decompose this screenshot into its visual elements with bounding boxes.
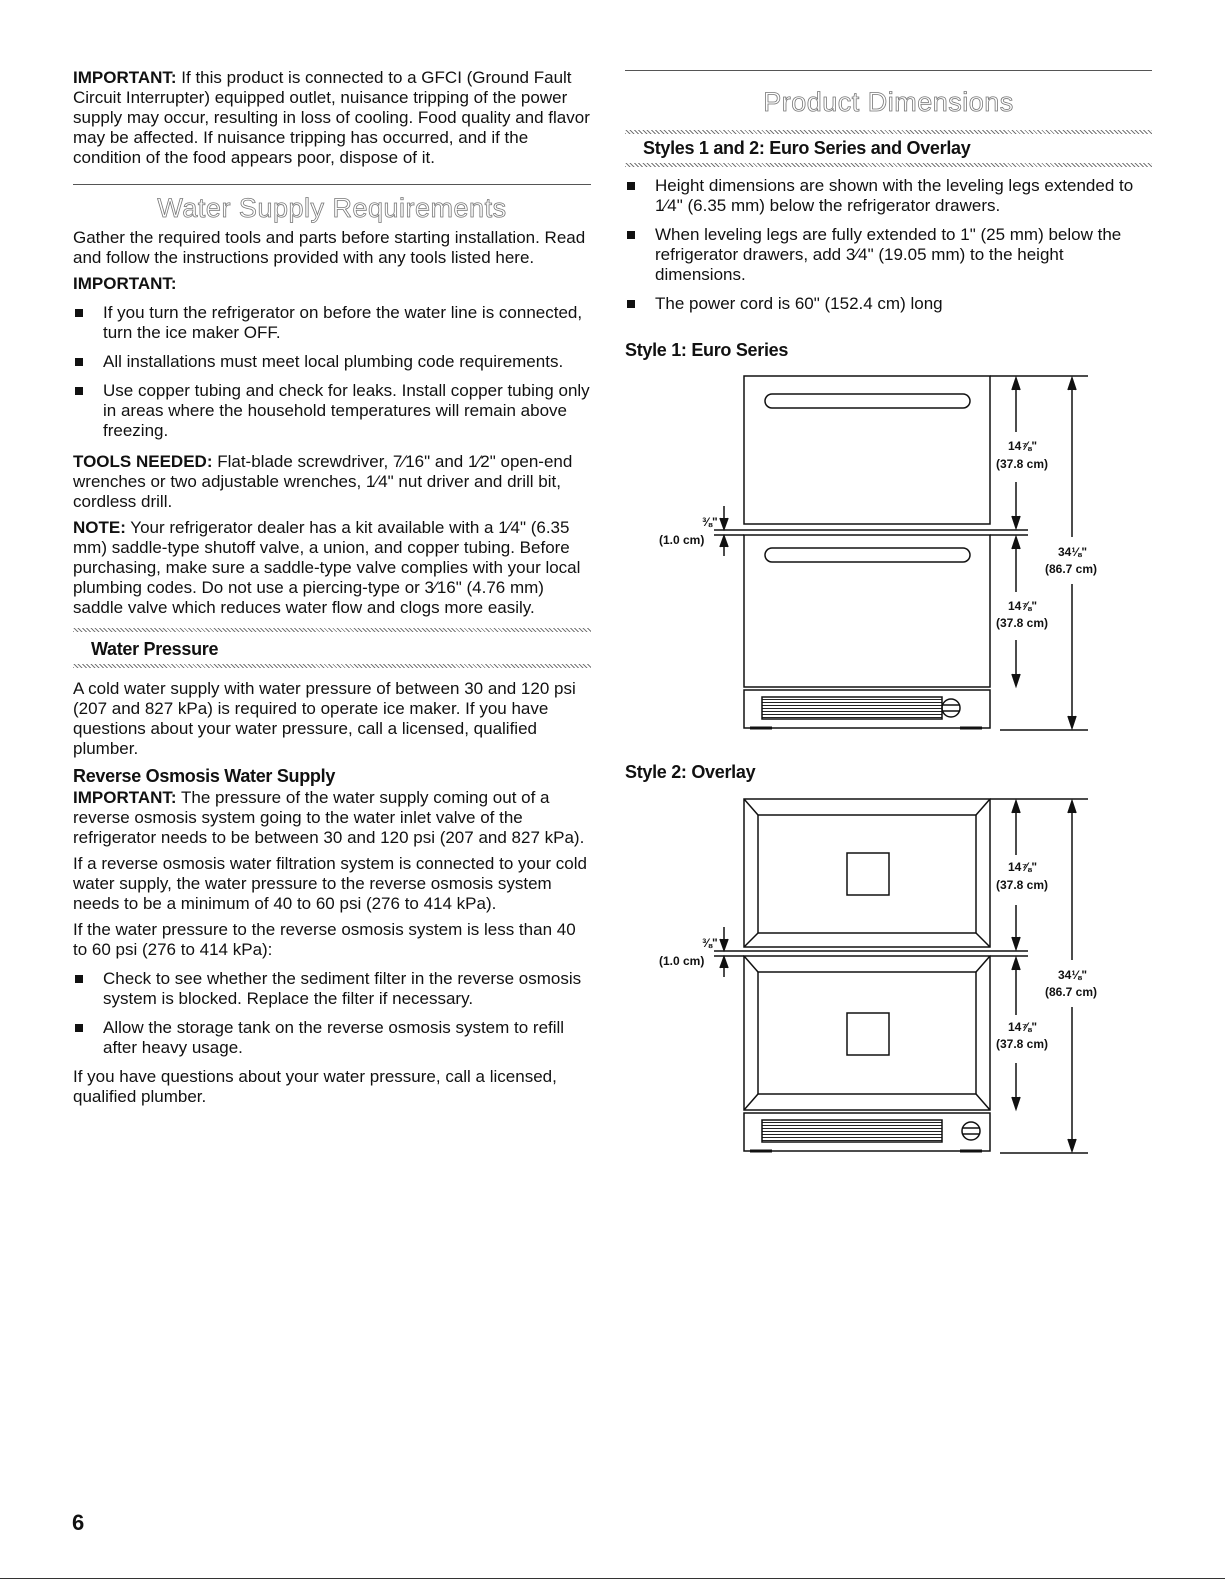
dimension-label: (1.0 cm) [659, 533, 705, 547]
gfci-label: IMPORTANT: [73, 68, 177, 87]
list-item: Allow the storage tank on the reverse osmosis system to refill after heavy usage. [73, 1018, 591, 1058]
dimension-label: 34⅛" [1058, 545, 1088, 559]
logo-icon [962, 1122, 980, 1140]
style2-title: Style 2: Overlay [625, 762, 756, 782]
divider [625, 70, 1152, 71]
list-item: Height dimensions are shown with the leveling legs extended to 1⁄4" (6.35 mm) below the refrigerator drawers. [625, 176, 1152, 216]
ro-important-paragraph: IMPORTANT: The pressure of the water supply coming out of a reverse osmosis system going to the water inlet valve of the refrigerator needs to be between 30 and 120 psi (207 and 827 kPa). [73, 788, 585, 847]
style1-title: Style 1: Euro Series [625, 340, 789, 360]
tools-label: TOOLS NEEDED: [73, 452, 213, 471]
list-item: The power cord is 60" (152.4 cm) long [625, 294, 1152, 314]
hatch-band [73, 664, 591, 668]
dimension-label: (37.8 cm) [996, 1037, 1049, 1051]
dimension-list [625, 176, 1152, 314]
panel-square [847, 1013, 889, 1055]
list-item: If you turn the refrigerator on before the water line is connected, turn the ice maker OFF. [73, 303, 591, 343]
ro-list [73, 969, 591, 1058]
product-dimensions-title: Product Dimensions [763, 87, 1014, 117]
dimension-label: (1.0 cm) [659, 954, 705, 968]
logo-icon [942, 699, 960, 717]
style1-diagram [640, 372, 1120, 742]
important-list [73, 303, 591, 441]
bottom-rule [0, 1578, 1225, 1579]
ro-paragraph: If you have questions about your water pressure, call a licensed, qualified plumber. [73, 1067, 557, 1106]
tools-paragraph: TOOLS NEEDED: Flat-blade screwdriver, 7⁄16" and 1⁄2" open-end wrenches or two adjustable wrenches, 1⁄4" nut driver and drill bit, cordless drill. [73, 452, 573, 511]
upper-drawer [744, 376, 990, 524]
list-item: When leveling legs are fully extended to 1" (25 mm) below the refrigerator drawers, add 3⁄4" (19.05 mm) to the height dimensions. [625, 225, 1152, 285]
dimension-label: (86.7 cm) [1045, 985, 1098, 999]
note-label: NOTE: [73, 518, 126, 537]
drawer-handle [765, 394, 970, 408]
important-heading: IMPORTANT: [73, 274, 177, 293]
panel-square [847, 853, 889, 895]
dimension-label: (86.7 cm) [1045, 562, 1098, 576]
style2-diagram [640, 795, 1120, 1165]
dimension-label: ⅜" [702, 936, 718, 950]
water-supply-title: Water Supply Requirements [157, 193, 507, 223]
left-column [73, 68, 591, 1107]
right-column [625, 70, 1152, 314]
dimension-label: (37.8 cm) [996, 616, 1049, 630]
dimension-label: 14⅞" [1008, 599, 1038, 613]
list-item: Use copper tubing and check for leaks. Install copper tubing only in areas where the household temperatures will remain above freezing. [73, 381, 591, 441]
dimension-label: (37.8 cm) [996, 457, 1049, 471]
list-item: Check to see whether the sediment filter in the reverse osmosis system is blocked. Replace the filter if necessary. [73, 969, 591, 1009]
gfci-text: If this product is connected to a GFCI (Ground Fault Circuit Interrupter) equipped outlet, nuisance tripping of the power supply may occur, resulting in loss of cooling. Food quality and flavor may be affected. If nuisance tripping has occurred, and if the condition of the food appears poor, dispose of it. [73, 68, 590, 167]
gather-paragraph: Gather the required tools and parts before starting installation. Read and follow the instructions provided with any tools listed here. [73, 228, 586, 267]
dimension-label: 14⅞" [1008, 439, 1038, 453]
page-number: 6 [72, 1510, 85, 1535]
dimension-label: 34⅛" [1058, 968, 1088, 982]
hatch-band [625, 130, 1152, 134]
ro-paragraph: If the water pressure to the reverse osmosis system is less than 40 to 60 psi (276 to 414 kPa): [73, 920, 576, 959]
drawer-handle [765, 548, 970, 562]
gfci-paragraph [73, 68, 591, 168]
lower-drawer [744, 535, 990, 687]
lower-overlay-drawer [744, 956, 990, 1110]
hatch-band [625, 163, 1152, 167]
ro-title: Reverse Osmosis Water Supply [73, 766, 336, 786]
water-pressure-paragraph: A cold water supply with water pressure of between 30 and 120 psi (207 and 827 kPa) is required to operate ice maker. If you have questions about your water pressure, call a licensed, qualified plumber. [73, 679, 576, 758]
water-pressure-title: Water Pressure [91, 639, 219, 659]
dimension-label: (37.8 cm) [996, 878, 1049, 892]
dimension-label: 14⅞" [1008, 860, 1038, 874]
dimension-label: ⅜" [702, 515, 718, 529]
list-item: All installations must meet local plumbing code requirements. [73, 352, 591, 372]
styles-subtitle: Styles 1 and 2: Euro Series and Overlay [643, 138, 971, 158]
upper-overlay-drawer [744, 799, 990, 947]
ro-paragraph: If a reverse osmosis water filtration system is connected to your cold water supply, the water pressure to the reverse osmosis system needs to be a minimum of 40 to 60 psi (276 to 414 kPa). [73, 854, 587, 913]
dimension-label: 14⅞" [1008, 1020, 1038, 1034]
divider [73, 184, 591, 185]
hatch-band [73, 628, 591, 632]
note-paragraph: NOTE: Your refrigerator dealer has a kit available with a 1⁄4" (6.35 mm) saddle-type shutoff valve, a union, and copper tubing. Before purchasing, make sure a saddle-type valve complies with your local plumbing codes. Do not use a piercing-type or 3⁄16" (4.76 mm) saddle valve which reduces water flow and clogs more easily. [73, 518, 581, 617]
